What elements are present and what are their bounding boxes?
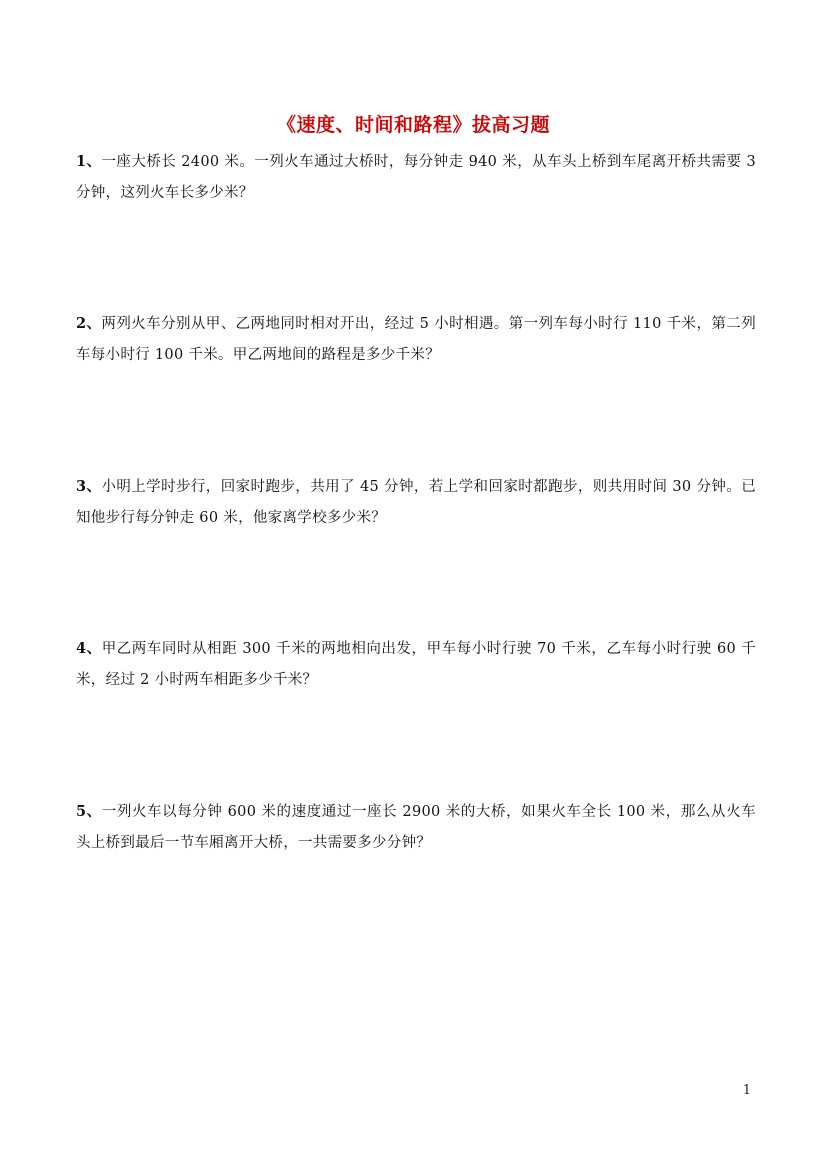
- document-title: 《速度、时间和路程》拔高习题: [276, 114, 550, 136]
- question-2: [76, 308, 756, 371]
- question-4: [76, 633, 756, 696]
- question-5: [76, 796, 756, 859]
- question-1: [76, 146, 756, 209]
- question-3: [76, 471, 756, 534]
- question-number: 2、: [76, 315, 102, 332]
- question-number: 4、: [76, 640, 102, 657]
- question-text: 甲乙两车同时从相距 300 千米的两地相向出发，甲车每小时行驶 70 千米，乙车每小时行驶 60 千米，经过 2 小时两车相距多少千米？: [76, 641, 756, 688]
- question-text: 两列火车分别从甲、乙两地同时相对开出，经过 5 小时相遇。第一列车每小时行 110 千米，第二列车每小时行 100 千米。甲乙两地间的路程是多少千米？: [76, 316, 756, 363]
- question-number: 3、: [76, 478, 102, 495]
- question-number: 1、: [76, 153, 102, 170]
- question-text: 一列火车以每分钟 600 米的速度通过一座长 2900 米的大桥，如果火车全长 100 米，那么从火车头上桥到最后一节车厢离开大桥，一共需要多少分钟？: [76, 804, 756, 851]
- question-text: 小明上学时步行，回家时跑步，共用了 45 分钟，若上学和回家时都跑步，则共用时间 30 分钟。已知他步行每分钟走 60 米，他家离学校多少米？: [76, 479, 756, 526]
- question-number: 5、: [76, 803, 102, 820]
- page-number: 1: [742, 1083, 751, 1098]
- question-text: 一座大桥长 2400 米。一列火车通过大桥时，每分钟走 940 米，从车头上桥到车尾离开桥共需要 3 分钟，这列火车长多少米？: [76, 154, 756, 201]
